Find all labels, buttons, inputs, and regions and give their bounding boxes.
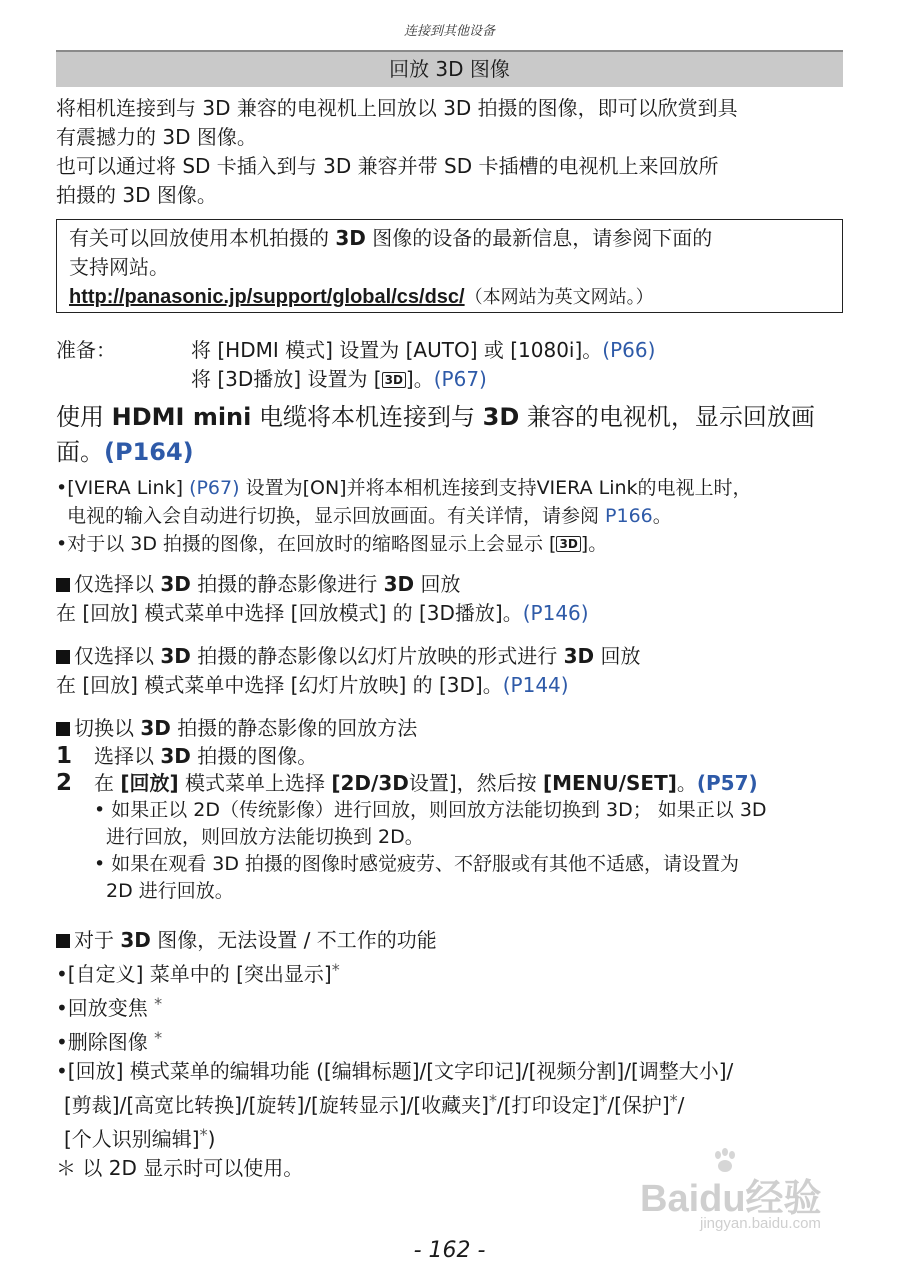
asterisk-mark: * [199,1125,208,1144]
list-item: •[回放] 模式菜单的编辑功能 ([编辑标题]/[文字印记]/[视频分割]/[调整大小]/ [剪裁]/[高宽比转换]/[旋转]/[旋转显示]/[收藏夹]*/[打印设定]*/[保护]*/ [个人识别编辑]*) [56,1059,734,1151]
square-bullet-icon [56,934,70,948]
square-bullet-icon [56,650,70,664]
prep-row-2: 将 [3D播放] 设置为 [ 3D ]。(P67) [191,367,487,391]
square-bullet-icon [56,578,70,592]
asterisk-mark: * [669,1091,678,1110]
intro-line: 有震撼力的 3D 图像。 [56,125,257,149]
note-line-3 [69,282,830,312]
note-line-1: 有关可以回放使用本机拍摄的 3D 图像的设备的最新信息，请参阅下面的 [69,226,713,250]
baidu-watermark [640,1155,850,1245]
list-item: •回放变焦 * [56,994,163,1020]
asterisk-mark: * [154,994,163,1013]
url-note: （本网站为英文网站。） [464,287,654,308]
page-ref-link[interactable]: (P164) [104,438,194,466]
page-ref-link[interactable]: (P146) [522,601,589,625]
asterisk-mark: * [488,1091,497,1110]
step-2: 2 在 [回放] 模式菜单上选择 [2D/3D设置]，然后按 [MENU/SET]。(P57) [56,770,758,796]
watermark-domain: jingyan.baidu.com [700,1215,821,1232]
section-heading: 仅选择以 3D 拍摄的静态影像以幻灯片放映的形式进行 3D 回放 [56,642,843,671]
page-ref-link[interactable]: (P67) [189,477,240,499]
intro-paragraph [56,94,843,210]
note-line-2: 支持网站。 [69,255,169,279]
list-item: •删除图像 * [56,1028,163,1054]
preparation [56,336,843,394]
list-item: •[VIERA Link] (P67) 设置为[ON]并将本相机连接到支持VIERA Link的电视上时， 电视的输入会自动进行切换，显示回放画面。有关详情，请参阅 P166。 [56,477,752,527]
page-ref-link[interactable]: (P57) [696,771,758,795]
page-number: - 162 - [413,1238,486,1263]
section-unavailable-functions [56,926,843,1183]
intro-line: 拍摄的 3D 图像。 [56,183,217,207]
footnote: ＊ 以 2D 显示时可以使用。 [56,1156,304,1180]
3d-icon: 3D [556,536,580,552]
section-heading: 切换以 3D 拍摄的静态影像的回放方法 [56,714,843,743]
section-body: 在 [回放] 模式菜单中选择 [幻灯片放映] 的 [3D]。(P144) [56,673,569,697]
step-1: 1 选择以 3D 拍摄的图像。 [56,743,318,769]
intro-line: 也可以通过将 SD 卡插入到与 3D 兼容并带 SD 卡插槽的电视机上来回放所 [56,154,719,178]
section-3d-slideshow [56,642,843,700]
page-ref-link[interactable]: P166 [605,505,653,527]
running-head: 连接到其他设备 [403,24,495,39]
prep-row-1: 将 [HDMI 模式] 设置为 [AUTO] 或 [1080i]。(P66) [191,338,656,362]
intro-line: 将相机连接到与 3D 兼容的电视机上回放以 3D 拍摄的图像，即可以欣赏到具 [56,96,738,120]
3d-icon: 3D [382,372,406,388]
section-heading: 仅选择以 3D 拍摄的静态影像进行 3D 回放 [56,570,843,599]
section-switch-playback-method [56,714,843,905]
support-note-box [56,219,843,313]
step-2-note: • 如果正以 2D（传统影像）进行回放，则回放方法能切换到 3D； 如果正以 3D 进行回放，则回放方法能切换到 2D。 [94,799,767,848]
prep-label: 准备： [56,338,116,362]
page-ref-link[interactable]: (P67) [433,367,487,391]
section-title: 回放 3D 图像 [56,50,843,87]
main-instruction: 使用 HDMI mini 电缆将本机连接到与 3D 兼容的电视机，显示回放画 面。(P164) [56,403,815,466]
list-item: •对于以 3D 拍摄的图像，在回放时的缩略图显示上会显示 [ 3D ]。 [56,533,608,555]
section-3d-still-playback [56,570,843,628]
page-ref-link[interactable]: (P144) [502,673,569,697]
step-2-note: • 如果在观看 3D 拍摄的图像时感觉疲劳、不舒服或有其他不适感，请设置为 2D 进行回放。 [94,853,740,902]
asterisk-mark: * [154,1028,163,1047]
watermark-brand: Baidu经验 [640,1178,822,1220]
bullet-list [56,474,843,558]
section-body: 在 [回放] 模式菜单中选择 [回放模式] 的 [3D播放]。(P146) [56,601,589,625]
square-bullet-icon [56,722,70,736]
asterisk-mark: * [331,960,340,979]
page-ref-link[interactable]: (P66) [602,338,656,362]
list-item: •[自定义] 菜单中的 [突出显示]* [56,960,340,986]
asterisk-mark: * [599,1091,608,1110]
section-heading: 对于 3D 图像，无法设置 / 不工作的功能 [56,926,843,955]
support-url-link[interactable]: http://panasonic.jp/support/global/cs/dsc/ [69,286,465,308]
